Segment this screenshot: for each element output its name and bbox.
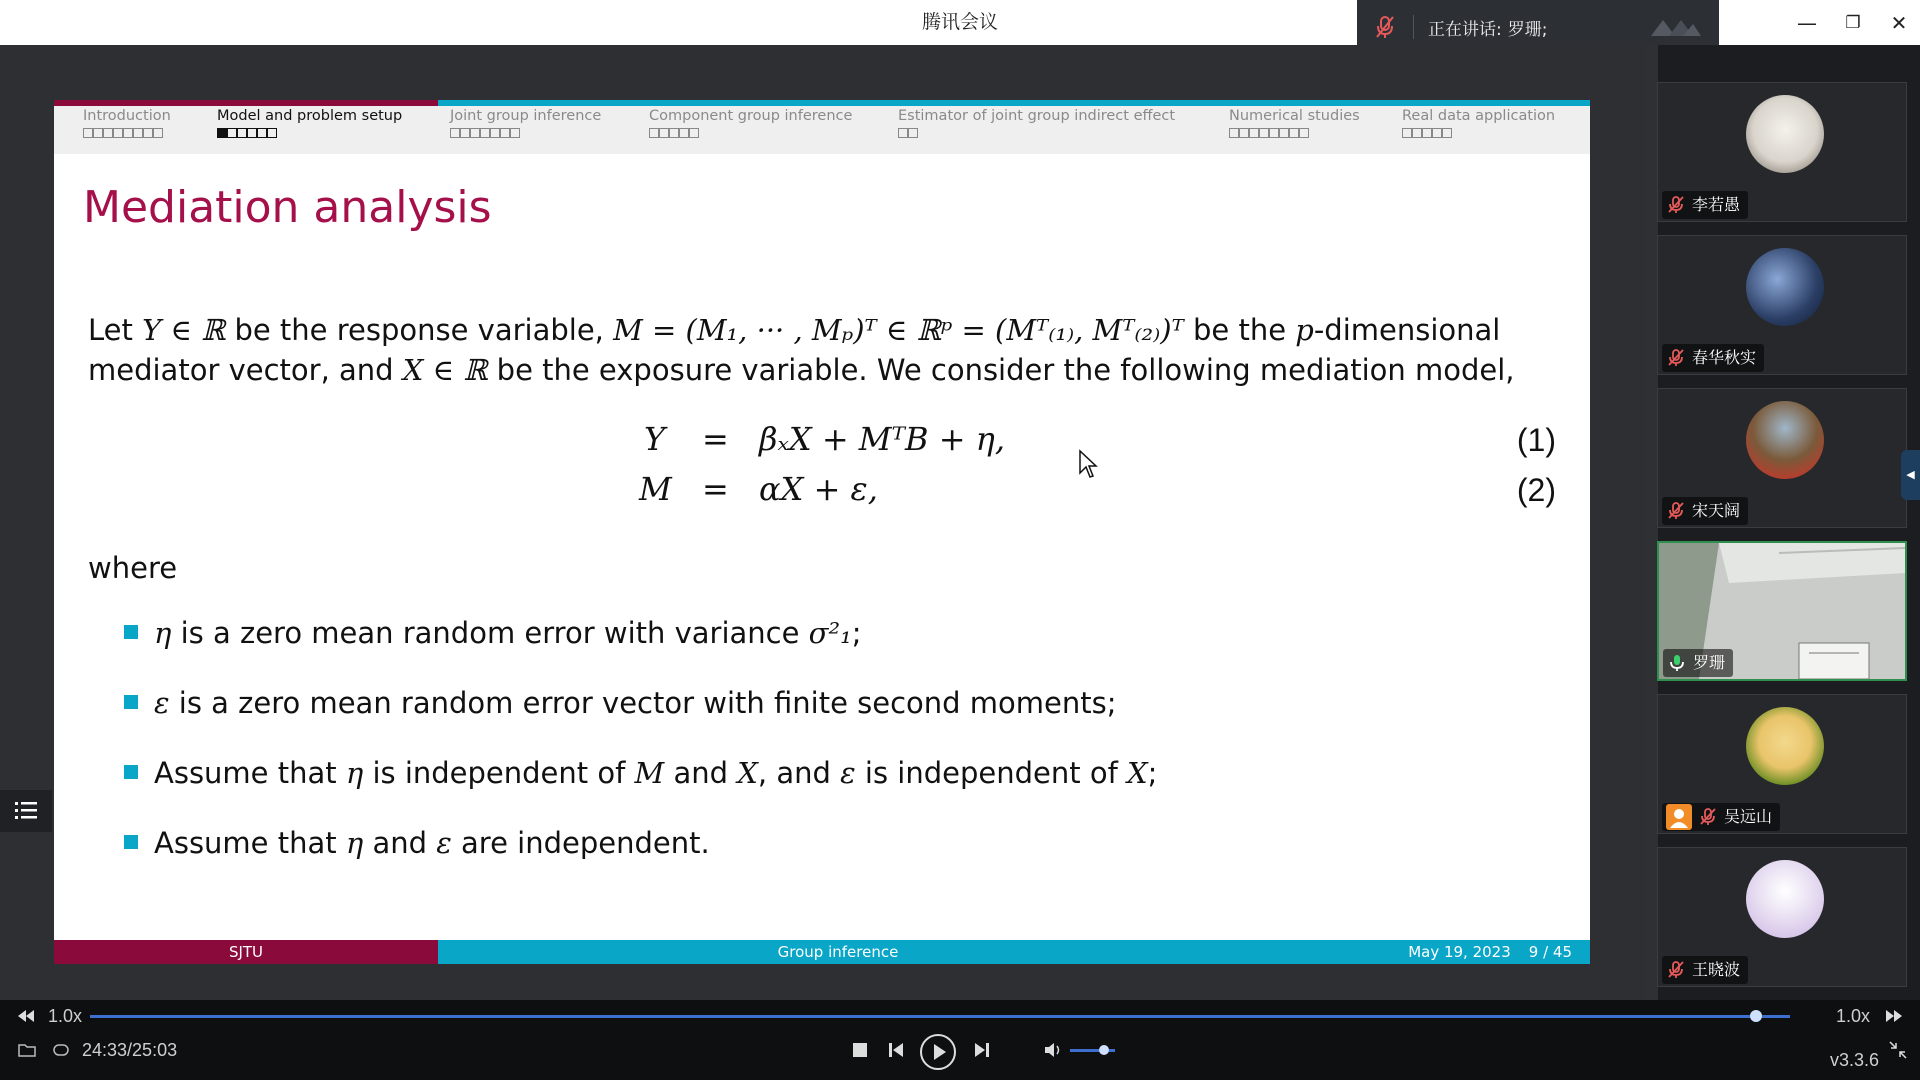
speaking-label: 正在讲话: [1428, 19, 1502, 40]
participant-name: 春华秋实 [1692, 348, 1757, 367]
where-label: where [88, 551, 178, 585]
logo-icon [1647, 16, 1703, 40]
eq2-lhs: M [639, 470, 672, 508]
rewind-icon[interactable] [16, 1008, 36, 1024]
slide-title: Mediation analysis [83, 182, 492, 233]
participant-tile[interactable] [1657, 847, 1907, 987]
eq1-lhs: Y [644, 420, 666, 458]
mic-muted-icon [1698, 807, 1718, 827]
participant-tile-active[interactable] [1657, 541, 1907, 681]
bullet-marker [124, 625, 138, 639]
mic-active-icon [1667, 653, 1687, 673]
slide-nav [54, 106, 1590, 154]
bullet-3: Assume that η is independent of M and X, and ε is independent of X; [124, 756, 1157, 790]
slide [54, 100, 1590, 964]
bullet-4: Assume that η and ε are independent. [124, 826, 710, 860]
footer-right [1238, 940, 1590, 964]
seek-thumb[interactable] [1750, 1010, 1762, 1022]
nav-introduction[interactable] [83, 108, 171, 138]
slide-footer [54, 940, 1590, 964]
nav-real-data[interactable] [1402, 108, 1555, 138]
avatar [1746, 707, 1824, 785]
mic-muted-icon [1371, 13, 1399, 41]
name-tag [1662, 956, 1748, 984]
footer-page: 9 / 45 [1528, 943, 1572, 961]
footer-date: May 19, 2023 [1408, 943, 1511, 961]
bullet-marker [124, 695, 138, 709]
restore-button[interactable]: ❐ [1845, 13, 1861, 33]
seek-bar[interactable] [90, 1015, 1790, 1018]
avatar [1746, 860, 1824, 938]
nav-label: Numerical studies [1229, 108, 1360, 124]
name-tag [1662, 497, 1748, 525]
mic-muted-icon [1666, 501, 1686, 521]
speed-right[interactable]: 1.0x [1836, 1006, 1871, 1026]
footer-institution: SJTU [54, 940, 438, 964]
volume-thumb[interactable] [1099, 1045, 1109, 1055]
eq1-number: (1) [1516, 422, 1556, 458]
time-display: 24:33/25:03 [82, 1040, 178, 1060]
participant-tile[interactable] [1657, 694, 1907, 834]
eq1-rhs: βₓX + MᵀΒ + η, [759, 420, 1006, 458]
mic-muted-icon [1666, 195, 1686, 215]
list-icon [0, 790, 52, 832]
nav-dots [649, 128, 852, 138]
previous-icon[interactable] [888, 1042, 904, 1058]
bullet-1: η is a zero mean random error with variance σ²₁; [124, 616, 862, 650]
version-label: v3.3.6 [1830, 1050, 1880, 1070]
participant-name: 宋天阔 [1692, 501, 1741, 520]
mouse-cursor-icon [1078, 449, 1098, 479]
eq2-rhs: αX + ε, [759, 470, 878, 508]
play-icon[interactable] [919, 1033, 957, 1071]
participant-tile[interactable] [1657, 235, 1907, 375]
nav-label: Joint group inference [450, 108, 602, 124]
avatar [1746, 401, 1824, 479]
eq1-sign: = [702, 420, 729, 458]
collapse-window-icon[interactable] [1888, 1040, 1908, 1060]
nav-joint-group-inference[interactable] [450, 108, 601, 138]
folder-icon[interactable] [18, 1042, 36, 1058]
nav-dots [1402, 128, 1555, 138]
nav-label: Component group inference [649, 108, 853, 124]
nav-dots [450, 128, 601, 138]
avatar [1746, 248, 1824, 326]
host-icon [1666, 804, 1692, 830]
name-tag [1662, 191, 1748, 219]
loop-icon[interactable] [52, 1042, 70, 1058]
intro-line-2: mediator vector, and X ∈ ℝ be the exposure variable. We consider the following mediation model, [88, 353, 1515, 387]
nav-component-group-inference[interactable] [649, 108, 852, 138]
eq2-sign: = [702, 470, 729, 508]
name-tag [1662, 344, 1764, 372]
name-tag [1663, 649, 1733, 677]
nav-model-setup[interactable] [217, 108, 402, 138]
nav-label: Estimator of joint group indirect effect [898, 108, 1176, 124]
bullet-marker [124, 765, 138, 779]
next-icon[interactable] [974, 1042, 990, 1058]
nav-label: Model and problem setup [217, 108, 403, 124]
mic-muted-icon [1666, 960, 1686, 980]
participant-name: 罗珊 [1693, 653, 1726, 672]
nav-estimator[interactable] [898, 108, 1175, 138]
participant-name: 李若愚 [1692, 195, 1741, 214]
minimize-button[interactable]: — [1797, 11, 1817, 35]
fast-forward-icon[interactable] [1884, 1008, 1904, 1024]
video-player-bar [0, 1000, 1920, 1080]
participant-name: 吴远山 [1724, 807, 1773, 826]
divider [1413, 15, 1414, 39]
collapse-panel-button[interactable]: ◀ [1901, 450, 1920, 500]
nav-dots [83, 128, 171, 138]
window-title: 腾讯会议 [921, 11, 998, 33]
bullet-2: ε is a zero mean random error vector with finite second moments; [124, 686, 1116, 720]
nav-label: Introduction [83, 108, 171, 124]
name-tag [1662, 803, 1780, 831]
bullet-marker [124, 835, 138, 849]
volume-icon[interactable] [1044, 1042, 1062, 1058]
mic-muted-icon [1666, 348, 1686, 368]
nav-label: Real data application [1402, 108, 1556, 124]
nav-dots [1229, 128, 1360, 138]
participant-name: 王晓波 [1692, 960, 1741, 979]
nav-dots [898, 128, 1175, 138]
footer-title: Group inference [438, 940, 1238, 964]
menu-toggle[interactable] [0, 790, 52, 832]
stop-icon[interactable] [853, 1043, 867, 1057]
intro-line-1: Let Y ∈ ℝ be the response variable, M = (M₁, ··· , Mₚ)ᵀ ∈ ℝᵖ = (Mᵀ₍₁₎, Mᵀ₍₂₎)ᵀ be the p-dimensional [88, 313, 1501, 347]
avatar [1746, 95, 1824, 173]
speed-left[interactable]: 1.0x [48, 1006, 83, 1026]
eq2-number: (2) [1516, 472, 1556, 508]
speaking-name: 罗珊; [1507, 19, 1548, 40]
nav-numerical-studies[interactable] [1229, 108, 1360, 138]
nav-dots [217, 128, 402, 138]
participant-tile[interactable] [1657, 388, 1907, 528]
participant-tile[interactable] [1657, 82, 1907, 222]
close-button[interactable]: ✕ [1890, 11, 1908, 35]
